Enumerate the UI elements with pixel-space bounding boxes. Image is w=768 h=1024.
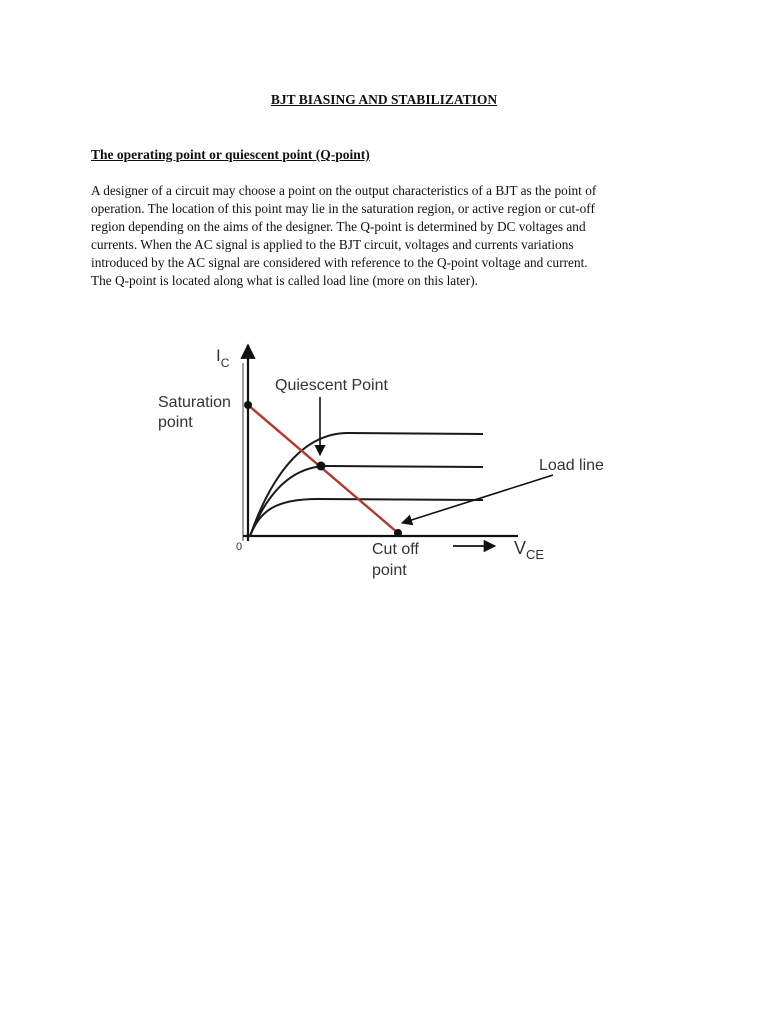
paragraph-line: introduced by the AC signal are considered with reference to the Q-point voltage and current. bbox=[91, 255, 588, 270]
quiescent-label: Quiescent Point bbox=[275, 377, 388, 394]
quiescent-point-dot bbox=[317, 462, 326, 471]
load-line-label: Load line bbox=[539, 457, 604, 474]
paragraph-line: A designer of a circuit may choose a point on the output characteristics of a BJT as the point of bbox=[91, 183, 597, 198]
characteristic-curve-middle bbox=[250, 466, 483, 536]
x-axis-label: $V_{CE}$ bbox=[514, 538, 545, 562]
saturation-label-line2: point bbox=[158, 414, 193, 431]
body-paragraph bbox=[91, 182, 681, 290]
y-axis-label: $I_C$ bbox=[216, 346, 230, 370]
characteristic-curve-upper bbox=[250, 433, 483, 536]
cutoff-label-line2: point bbox=[372, 562, 407, 579]
paragraph-line: operation. The location of this point may lie in the saturation region, or active region or cut-off bbox=[91, 201, 595, 216]
paragraph-line: currents. When the AC signal is applied to the BJT circuit, voltages and currents variations bbox=[91, 237, 574, 252]
cutoff-point-dot bbox=[394, 529, 402, 537]
q-point-diagram bbox=[150, 335, 604, 585]
cutoff-label-line1: Cut off bbox=[372, 541, 419, 558]
origin-label: 0 bbox=[236, 541, 243, 553]
saturation-point-dot bbox=[244, 401, 252, 409]
section-heading: The operating point or quiescent point (Q-point) bbox=[91, 147, 370, 162]
saturation-label-line1: Saturation bbox=[158, 394, 231, 411]
paragraph-line: The Q-point is located along what is called load line (more on this later). bbox=[91, 273, 478, 288]
document-title: BJT BIASING AND STABILIZATION bbox=[270, 92, 498, 107]
paragraph-line: region depending on the aims of the designer. The Q-point is determined by DC voltages and bbox=[91, 219, 586, 234]
